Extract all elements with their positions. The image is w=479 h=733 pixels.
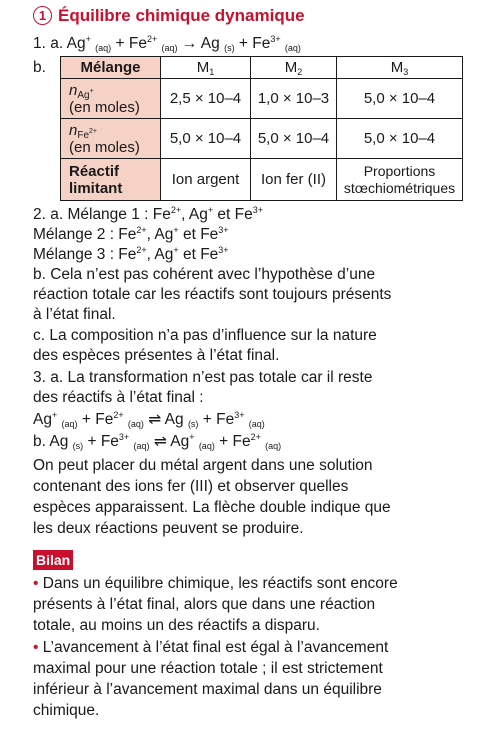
text-line: 3. a. La transformation n’est pas totale car il reste [33, 369, 373, 386]
text-line: réaction totale car les réactifs sont toujours présents [33, 286, 392, 303]
header-m1: $M_1$ [161, 57, 251, 79]
text-line: des réactifs à l’état final : [33, 389, 204, 406]
row-unit-fe: (en moles) [69, 138, 140, 156]
header-m3: $M_3$ [337, 57, 463, 79]
q1b-label: b. [33, 59, 46, 76]
section-title-text: Équilibre chimique dynamique [58, 6, 305, 25]
q3b-equation: b. Ag $_{(s)} + Fe^{3+}$ $_{(aq)}$ ⇌ Ag+ $_{(aq)} + Fe^{2+}$ $_{(aq)}$ [33, 432, 282, 451]
section-title [33, 6, 305, 26]
bilan-p2-line1: • L’avancement à l’état final est égal à l’avancement [33, 639, 389, 656]
row-unit-ag: (en moles) [69, 98, 140, 116]
row-label-n-fe: $n_{Fe^{2+}}$ (en moles) [61, 119, 161, 159]
table-row [61, 79, 463, 119]
table-cell: Ion fer (II) [251, 159, 337, 201]
row-label-limitant: Réactif limitant [61, 159, 161, 201]
text-line: espèces apparaissent. La flèche double indique que [33, 499, 391, 516]
q2a-m3: Mélange 3 : $Fe^{2+}$, Ag+ et $Fe^{3+}$ [33, 245, 229, 263]
row-label-n-ag: $n_{Ag^+}$ (en moles) [61, 79, 161, 119]
q1a-line [33, 34, 301, 54]
q2a-m2: Mélange 2 : $Fe^{2+}$, Ag+ et $Fe^{3+}$ [33, 225, 229, 243]
text-line: des espèces présentes à l’état final. [33, 347, 280, 364]
table-row [61, 119, 463, 159]
text-line: On peut placer du métal argent dans une solution [33, 457, 373, 474]
table-cell: 5,0 × 10–4 [251, 119, 337, 159]
table-cell: 5,0 × 10–4 [337, 79, 463, 119]
q1a-prefix: 1. a. [33, 35, 64, 52]
table-cell: 2,5 × 10–4 [161, 79, 251, 119]
bullet-icon: • [33, 575, 39, 592]
text-line: inférieur à l’avancement maximal dans un équilibre [33, 681, 382, 698]
text-line: c. La composition n’a pas d’influence sur la nature [33, 327, 377, 344]
text-line: les deux réactions peuvent se produire. [33, 520, 304, 537]
header-melange: Mélange [61, 57, 161, 79]
header-m2: $M_2$ [251, 57, 337, 79]
bullet-icon: • [33, 639, 39, 656]
text-line: contenant des ions fer (III) et observer quelles [33, 478, 349, 495]
text-line: présents à l’état final, alors que dans une réaction [33, 596, 376, 613]
q2a-m1: 2. a. Mélange 1 : $Fe^{2+}$, Ag+ et $Fe^{3+}$ [33, 205, 264, 223]
text-line: b. Cela n’est pas cohérent avec l’hypothèse d’une [33, 266, 376, 283]
text-line: à l’état final. [33, 306, 116, 323]
text-line: chimique. [33, 702, 100, 719]
table-cell: 5,0 × 10–4 [161, 119, 251, 159]
bilan-badge: Bilan [33, 550, 73, 570]
text-line: maximal pour une réaction totale ; il est strictement [33, 660, 383, 677]
table-header-row [61, 57, 463, 79]
table-cell: Ion argent [161, 159, 251, 201]
table-cell: 5,0 × 10–4 [337, 119, 463, 159]
section-number: 1 [33, 6, 52, 25]
q3a-equation: Ag+ $_{(aq)} + Fe^{2+}$ $_{(aq)}$ ⇌ Ag $_{(s)} + Fe^{3+}$ $_{(aq)}$ [33, 410, 265, 429]
text-line: totale, au moins un des réactifs a disparu. [33, 617, 320, 634]
q1a-equation: Ag+ $_{(aq)} + Fe^{2+}$ $_{(aq)}$ → Ag $_{(s)} + Fe^{3+}$ $_{(aq)}$ [66, 34, 301, 53]
mixture-table [60, 56, 463, 201]
bilan-p1-line1: • Dans un équilibre chimique, les réactifs sont encore [33, 575, 398, 592]
table-cell: Proportions stœchiométriques [337, 159, 463, 201]
table-row [61, 159, 463, 201]
table-cell: 1,0 × 10–3 [251, 79, 337, 119]
